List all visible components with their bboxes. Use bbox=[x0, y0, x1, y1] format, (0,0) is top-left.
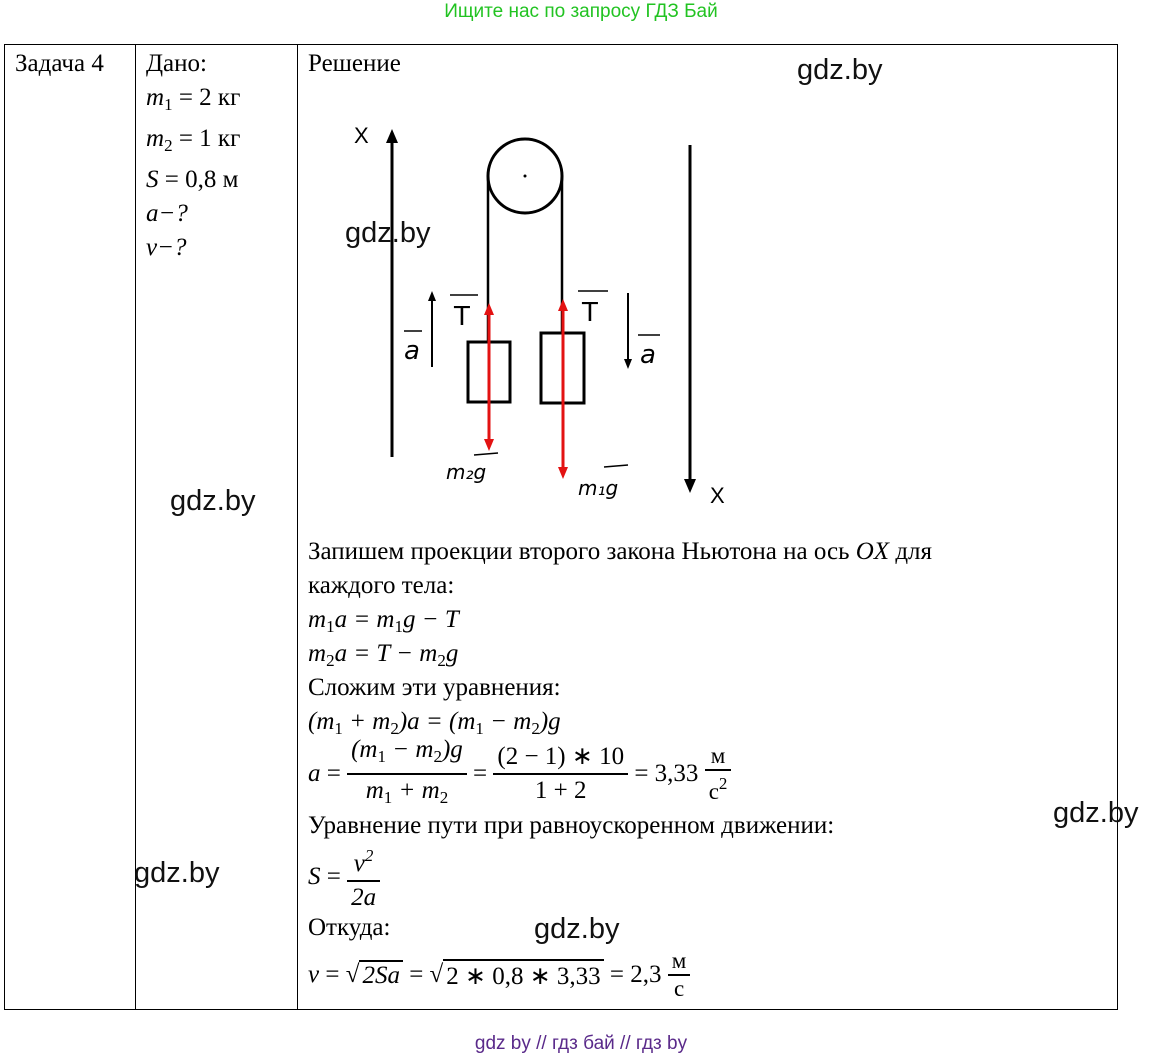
label-m2g: m₂g bbox=[446, 460, 487, 484]
text-whence: Откуда: bbox=[308, 914, 391, 941]
pulley-diagram bbox=[342, 115, 762, 515]
text-each-body: каждого тела: bbox=[308, 572, 455, 599]
task-label-cell bbox=[5, 45, 136, 1010]
given-find-v: v−? bbox=[146, 234, 187, 261]
text-newton-intro: Запишем проекции второго закона Ньютона на ось OX для bbox=[308, 538, 933, 565]
watermark: gdz.by bbox=[134, 857, 220, 889]
equation-a: a = $\frac{(m_1 - m_2)g}{m_1 + m_2}$ = $\frac{(2 - 1) ∗ 10}{1 + 2}$ = 3,33 $\frac{м}{с^2}$ bbox=[308, 739, 1098, 809]
solution-text bbox=[308, 535, 1098, 1005]
label-t-right: T bbox=[582, 298, 598, 328]
watermark: gdz.by bbox=[534, 913, 620, 945]
task-label: Задача 4 bbox=[15, 50, 104, 77]
solution-cell bbox=[298, 45, 1118, 1010]
given-m2: $m_2 = 1$ кг bbox=[146, 125, 241, 155]
equation-v: v = √ 2Sa = √ 2 ∗ 0,8 ∗ 3,33 = 2,3 $\frac{м}{с}$ bbox=[308, 945, 1098, 1005]
given-block bbox=[136, 45, 297, 267]
right-axis-label: X bbox=[710, 483, 725, 508]
solution-title: Решение bbox=[308, 50, 401, 77]
left-axis-arrow bbox=[386, 129, 398, 143]
given-m1: $m_1 = 2$ кг bbox=[146, 84, 241, 114]
text-sum: Сложим эти уравнения: bbox=[308, 674, 561, 701]
solution-area bbox=[298, 45, 1117, 1009]
left-axis-label: X bbox=[354, 123, 369, 148]
top-search-link[interactable]: Ищите нас по запросу ГДЗ Бай bbox=[444, 1, 718, 22]
text-path-eq: Уравнение пути при равноускоренном движении: bbox=[308, 812, 835, 839]
given-s: S = 0,8 м bbox=[146, 166, 239, 193]
equation-sum: $(m_1 + m_2)a = (m_1 - m_2)g$ bbox=[308, 708, 561, 738]
equation-s: S = $\frac{v^2}{2a}$ bbox=[308, 843, 1098, 911]
equation-2: $m_2a = T - m_2g$ bbox=[308, 640, 459, 670]
equation-1: $m_1a = m_1g - T$ bbox=[308, 606, 459, 636]
pulley-axle bbox=[524, 175, 527, 178]
label-m1g: m₁g bbox=[578, 476, 619, 500]
watermark: gdz.by bbox=[345, 217, 431, 249]
right-axis-arrow bbox=[684, 479, 696, 493]
watermark: gdz.by bbox=[797, 54, 883, 86]
label-a-left: a bbox=[404, 336, 420, 366]
label-t-left: T bbox=[454, 302, 470, 332]
given-title: Дано: bbox=[146, 50, 207, 77]
watermark: gdz.by bbox=[170, 485, 256, 517]
given-find-a: a−? bbox=[146, 200, 188, 227]
watermark: gdz.by bbox=[1053, 797, 1139, 829]
bottom-links[interactable]: gdz by // гдз бай // гдз by bbox=[474, 1033, 688, 1054]
label-a-right: a bbox=[640, 340, 656, 370]
